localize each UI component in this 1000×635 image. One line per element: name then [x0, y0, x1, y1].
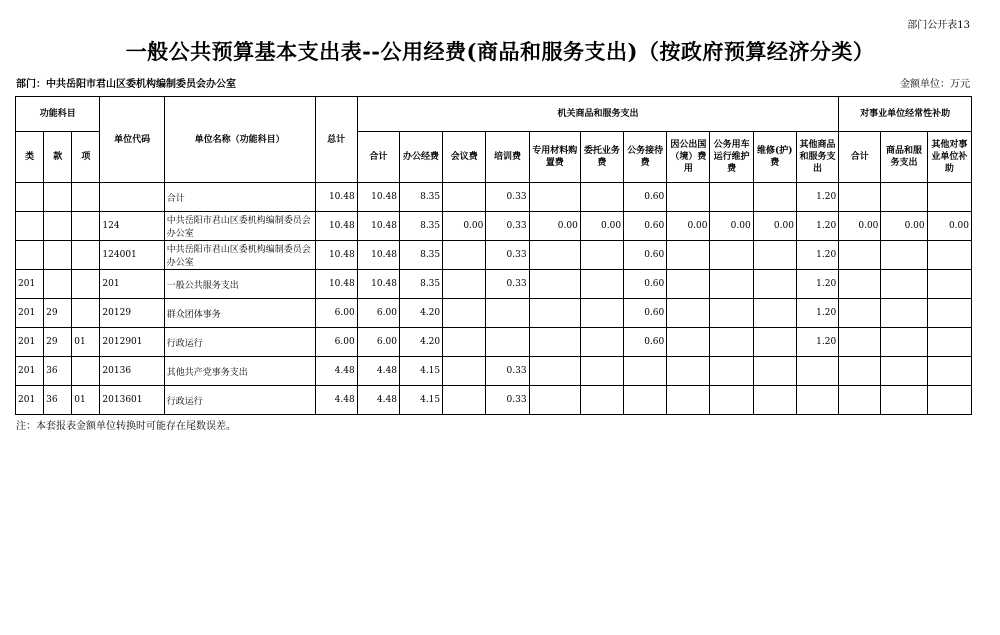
cell-value	[443, 386, 486, 415]
cell-value	[881, 183, 927, 212]
cell-unit-code: 2013601	[100, 386, 164, 415]
table-body	[16, 183, 972, 415]
cell-value: 4.15	[399, 386, 442, 415]
cell-value	[580, 328, 623, 357]
cell-unit-name: 中共岳阳市君山区委机构编制委员会办公室	[164, 241, 315, 270]
cell-value: 0.33	[486, 357, 529, 386]
table-row	[16, 212, 972, 241]
cell-value: 0.33	[486, 212, 529, 241]
header-kuan: 款	[44, 132, 72, 183]
cell-value: 10.48	[357, 212, 399, 241]
cell-value: 0.60	[624, 328, 667, 357]
cell-value	[881, 328, 927, 357]
cell-kuan: 29	[44, 328, 72, 357]
cell-xiang	[72, 299, 100, 328]
cell-value	[881, 299, 927, 328]
cell-value	[710, 183, 753, 212]
cell-value: 4.20	[399, 299, 442, 328]
cell-value	[443, 270, 486, 299]
cell-value: 1.20	[796, 270, 838, 299]
cell-kuan	[44, 241, 72, 270]
form-number-label: 部门公开表13	[907, 20, 970, 31]
cell-total: 4.48	[315, 357, 357, 386]
cell-value	[580, 357, 623, 386]
cell-value: 0.60	[624, 270, 667, 299]
cell-value	[753, 328, 796, 357]
cell-unit-code: 124	[100, 212, 164, 241]
header-org-col: 委托业务费	[580, 132, 623, 183]
cell-lei: 201	[16, 299, 44, 328]
cell-kuan: 36	[44, 357, 72, 386]
cell-kuan: 36	[44, 386, 72, 415]
table-row	[16, 241, 972, 270]
header-org-col: 因公出国（境）费用	[667, 132, 710, 183]
cell-value	[796, 357, 838, 386]
cell-value	[486, 299, 529, 328]
cell-value	[710, 270, 753, 299]
cell-value	[443, 328, 486, 357]
cell-value	[839, 357, 881, 386]
cell-value	[443, 183, 486, 212]
cell-lei: 201	[16, 270, 44, 299]
footnote: 注：本套报表金额单位转换时可能存在尾数误差。	[16, 421, 236, 432]
cell-unit-name: 行政运行	[164, 328, 315, 357]
cell-value	[667, 270, 710, 299]
cell-lei: 201	[16, 328, 44, 357]
cell-value: 1.20	[796, 183, 838, 212]
cell-value	[927, 183, 971, 212]
header-group-subsidy: 对事业单位经常性补助	[839, 97, 972, 132]
cell-xiang	[72, 183, 100, 212]
cell-unit-name: 合计	[164, 183, 315, 212]
cell-value: 0.00	[443, 212, 486, 241]
cell-value	[580, 270, 623, 299]
cell-value	[580, 183, 623, 212]
header-unit-code: 单位代码	[100, 97, 164, 183]
header-subsidy-col: 合计	[839, 132, 881, 183]
cell-lei: 201	[16, 386, 44, 415]
cell-unit-code	[100, 183, 164, 212]
cell-value: 10.48	[357, 183, 399, 212]
cell-value: 0.00	[529, 212, 580, 241]
cell-value: 0.00	[881, 212, 927, 241]
cell-value: 0.00	[927, 212, 971, 241]
header-org-col: 会议费	[443, 132, 486, 183]
cell-value	[710, 299, 753, 328]
cell-value: 0.33	[486, 183, 529, 212]
cell-value	[881, 270, 927, 299]
cell-value: 1.20	[796, 299, 838, 328]
cell-value: 8.35	[399, 183, 442, 212]
cell-value	[881, 386, 927, 415]
cell-total: 6.00	[315, 299, 357, 328]
cell-value	[927, 299, 971, 328]
cell-value	[667, 357, 710, 386]
cell-xiang: 01	[72, 328, 100, 357]
cell-xiang	[72, 212, 100, 241]
cell-total: 10.48	[315, 183, 357, 212]
header-org-col: 办公经费	[399, 132, 442, 183]
cell-lei	[16, 183, 44, 212]
cell-kuan	[44, 270, 72, 299]
cell-value: 0.00	[710, 212, 753, 241]
cell-value	[927, 270, 971, 299]
table-row	[16, 183, 972, 212]
cell-value	[710, 328, 753, 357]
table-row	[16, 270, 972, 299]
cell-value	[753, 183, 796, 212]
cell-value	[667, 328, 710, 357]
cell-value: 0.60	[624, 241, 667, 270]
cell-value	[443, 241, 486, 270]
cell-value	[443, 357, 486, 386]
cell-value	[443, 299, 486, 328]
cell-value: 6.00	[357, 299, 399, 328]
cell-value	[486, 328, 529, 357]
cell-xiang: 01	[72, 386, 100, 415]
cell-value	[580, 299, 623, 328]
header-org-col: 公务接待费	[624, 132, 667, 183]
cell-value	[710, 386, 753, 415]
cell-xiang	[72, 241, 100, 270]
cell-value	[927, 357, 971, 386]
cell-xiang	[72, 270, 100, 299]
cell-value	[529, 241, 580, 270]
cell-value: 0.00	[580, 212, 623, 241]
cell-value	[529, 270, 580, 299]
table-row	[16, 386, 972, 415]
cell-value	[529, 183, 580, 212]
table-row	[16, 357, 972, 386]
cell-value	[927, 241, 971, 270]
cell-value: 4.20	[399, 328, 442, 357]
cell-kuan: 29	[44, 299, 72, 328]
cell-total: 4.48	[315, 386, 357, 415]
cell-value	[624, 386, 667, 415]
cell-unit-code: 20136	[100, 357, 164, 386]
cell-value	[927, 386, 971, 415]
header-org-col: 培训费	[486, 132, 529, 183]
cell-total: 10.48	[315, 241, 357, 270]
header-org-col: 其他商品和服务支出	[796, 132, 838, 183]
cell-value	[839, 183, 881, 212]
header-lei: 类	[16, 132, 44, 183]
cell-value: 0.60	[624, 183, 667, 212]
cell-value	[753, 386, 796, 415]
header-org-col: 合计	[357, 132, 399, 183]
cell-unit-code: 201	[100, 270, 164, 299]
header-org-col: 专用材料购置费	[529, 132, 580, 183]
cell-value: 0.00	[839, 212, 881, 241]
cell-value	[667, 241, 710, 270]
cell-value	[839, 299, 881, 328]
cell-value	[753, 270, 796, 299]
cell-total: 10.48	[315, 212, 357, 241]
cell-kuan	[44, 212, 72, 241]
cell-value: 4.48	[357, 357, 399, 386]
cell-value: 1.20	[796, 328, 838, 357]
cell-value: 0.33	[486, 241, 529, 270]
cell-value	[753, 299, 796, 328]
header-unit-name: 单位名称（功能科目）	[164, 97, 315, 183]
department-label: 部门：中共岳阳市君山区委机构编制委员会办公室	[16, 79, 236, 90]
cell-value: 1.20	[796, 212, 838, 241]
cell-value: 0.33	[486, 270, 529, 299]
header-subsidy-col: 其他对事业单位补助	[927, 132, 971, 183]
cell-value: 0.60	[624, 212, 667, 241]
cell-lei	[16, 241, 44, 270]
cell-value	[667, 183, 710, 212]
cell-unit-code: 20129	[100, 299, 164, 328]
header-group-org-spending: 机关商品和服务支出	[357, 97, 838, 132]
expenditure-table	[15, 96, 972, 415]
header-total: 总计	[315, 97, 357, 183]
cell-value	[710, 241, 753, 270]
cell-xiang	[72, 357, 100, 386]
header-org-col: 维修(护)费	[753, 132, 796, 183]
cell-value: 10.48	[357, 270, 399, 299]
cell-value: 8.35	[399, 270, 442, 299]
cell-value	[927, 328, 971, 357]
cell-value: 4.15	[399, 357, 442, 386]
cell-unit-name: 中共岳阳市君山区委机构编制委员会办公室	[164, 212, 315, 241]
header-org-col: 公务用车运行维护费	[710, 132, 753, 183]
cell-value	[839, 386, 881, 415]
cell-value	[580, 241, 623, 270]
cell-value	[624, 357, 667, 386]
cell-value: 8.35	[399, 212, 442, 241]
cell-unit-code: 2012901	[100, 328, 164, 357]
cell-value	[667, 299, 710, 328]
cell-kuan	[44, 183, 72, 212]
cell-value	[529, 357, 580, 386]
header-xiang: 项	[72, 132, 100, 183]
cell-value: 0.60	[624, 299, 667, 328]
cell-value: 0.00	[753, 212, 796, 241]
table-row	[16, 328, 972, 357]
cell-value	[881, 357, 927, 386]
cell-value: 8.35	[399, 241, 442, 270]
header-func-subject: 功能科目	[16, 97, 100, 132]
cell-value	[529, 299, 580, 328]
cell-value	[839, 328, 881, 357]
cell-value	[710, 357, 753, 386]
cell-unit-code: 124001	[100, 241, 164, 270]
cell-value	[796, 386, 838, 415]
cell-value	[881, 241, 927, 270]
cell-value	[529, 386, 580, 415]
cell-total: 10.48	[315, 270, 357, 299]
table-row	[16, 299, 972, 328]
cell-unit-name: 其他共产党事务支出	[164, 357, 315, 386]
amount-unit-label: 金额单位：万元	[900, 79, 970, 90]
cell-unit-name: 一般公共服务支出	[164, 270, 315, 299]
page-title: 一般公共预算基本支出表--公用经费(商品和服务支出)（按政府预算经济分类）	[125, 39, 875, 64]
cell-value: 0.33	[486, 386, 529, 415]
cell-lei	[16, 212, 44, 241]
cell-value	[839, 270, 881, 299]
cell-value	[667, 386, 710, 415]
cell-total: 6.00	[315, 328, 357, 357]
cell-value	[753, 357, 796, 386]
cell-value: 4.48	[357, 386, 399, 415]
header-subsidy-col: 商品和服务支出	[881, 132, 927, 183]
cell-unit-name: 群众团体事务	[164, 299, 315, 328]
cell-value: 1.20	[796, 241, 838, 270]
cell-value: 6.00	[357, 328, 399, 357]
cell-value	[753, 241, 796, 270]
cell-value: 0.00	[667, 212, 710, 241]
cell-lei: 201	[16, 357, 44, 386]
cell-value: 10.48	[357, 241, 399, 270]
cell-value	[839, 241, 881, 270]
cell-value	[529, 328, 580, 357]
cell-unit-name: 行政运行	[164, 386, 315, 415]
cell-value	[580, 386, 623, 415]
